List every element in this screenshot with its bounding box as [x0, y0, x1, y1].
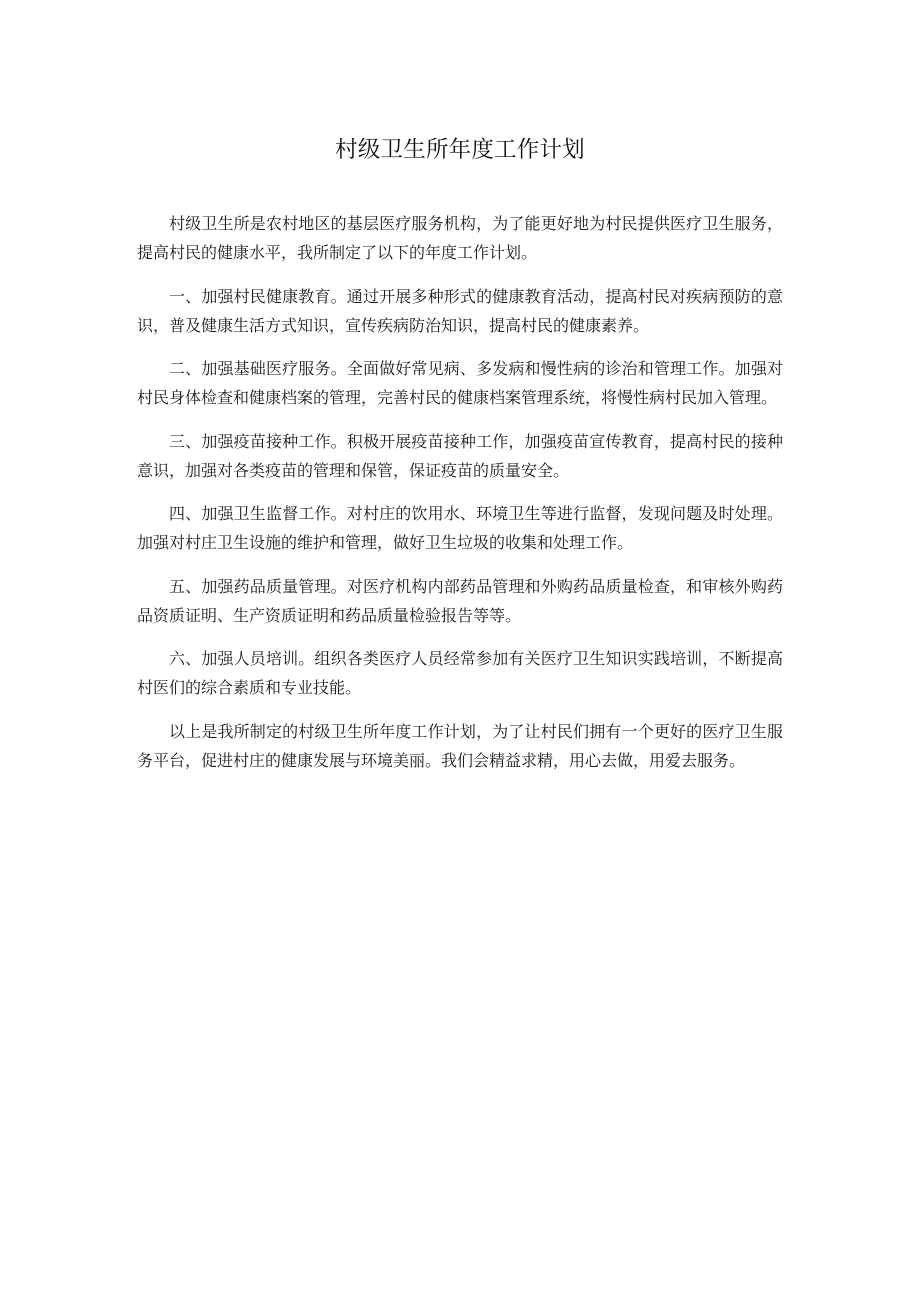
paragraph-basic-medical-service: 二、加强基础医疗服务。全面做好常见病、多发病和慢性病的诊治和管理工作。加强对村民身体检查和健康档案的管理，完善村民的健康档案管理系统，将慢性病村民加入管理。 — [137, 359, 783, 407]
paragraph-intro: 村级卫生所是农村地区的基层医疗服务机构，为了能更好地为村民提供医疗卫生服务，提高村民的健康水平，我所制定了以下的年度工作计划。 — [137, 214, 783, 262]
paragraph-conclusion: 以上是我所制定的村级卫生所年度工作计划，为了让村民们拥有一个更好的医疗卫生服务平台，促进村庄的健康发展与环境美丽。我们会精益求精，用心去做，用爱去服务。 — [137, 721, 783, 770]
paragraph-vaccination: 三、加强疫苗接种工作。积极开展疫苗接种工作，加强疫苗宣传教育，提高村民的接种意识，加强对各类疫苗的管理和保管，保证疫苗的质量安全。 — [137, 431, 783, 480]
paragraph-staff-training: 六、加强人员培训。组织各类医疗人员经常参加有关医疗卫生知识实践培训，不断提高村医们的综合素质和专业技能。 — [137, 649, 783, 697]
document-title: 村级卫生所年度工作计划 — [335, 137, 585, 163]
document-body — [137, 209, 783, 789]
paragraph-health-education: 一、加强村民健康教育。通过开展多种形式的健康教育活动，提高村民对疾病预防的意识，普及健康生活方式知识，宣传疾病防治知识，提高村民的健康素养。 — [137, 286, 783, 335]
paragraph-drug-quality: 五、加强药品质量管理。对医疗机构内部药品管理和外购药品质量检查，和审核外购药品资质证明、生产资质证明和药品质量检验报告等等。 — [137, 576, 783, 625]
paragraph-sanitation-supervision: 四、加强卫生监督工作。对村庄的饮用水、环境卫生等进行监督，发现问题及时处理。加强对村庄卫生设施的维护和管理，做好卫生垃圾的收集和处理工作。 — [137, 504, 783, 552]
